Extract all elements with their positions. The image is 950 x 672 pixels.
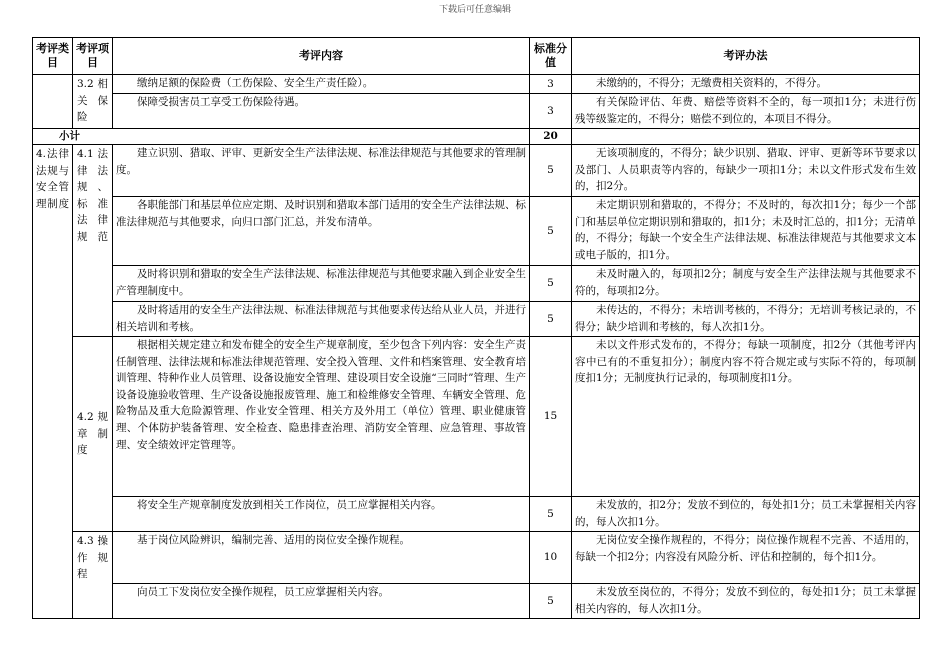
table-row	[33, 584, 920, 619]
table-row	[33, 75, 920, 94]
content-cell: 将安全生产规章制度发放到相关工作岗位，员工应掌握相关内容。	[113, 497, 530, 532]
content-cell: 建立识别、猎取、评审、更新安全生产法律法规、标准法律规范与其他要求的管理制度。	[113, 145, 530, 197]
score-cell: 10	[530, 532, 572, 584]
table-row	[33, 497, 920, 532]
method-cell: 无该项制度的，不得分；缺少识别、猎取、评审、更新等环节要求以及部门、人员职责等内容的，每缺少一项扣1分；未以文件形式发布生效的，扣2分。	[572, 145, 920, 197]
method-cell: 未以文件形式发布的，不得分；每缺一项制度，扣2分（其他考评内容中已有的不重复扣分）；制度内容不符合规定或与实际不符的，每项制度扣1分；无制度执行记录的，每项制度扣1分。	[572, 337, 920, 497]
subtotal-row	[33, 129, 920, 145]
subtotal-label: 小计	[33, 129, 530, 145]
item-cell: 4.1法律法规、标准法律规范	[73, 145, 113, 337]
header-method: 考评办法	[572, 38, 920, 75]
score-cell: 5	[530, 197, 572, 266]
category-cell: 4.法律法规与安全管理制度	[33, 145, 73, 619]
content-cell: 保障受损害员工享受工伤保险待遇。	[113, 94, 530, 129]
content-cell: 根据相关规定建立和发布健全的安全生产规章制度，至少包含下列内容：安全生产责任制管理、法律法规和标准法律规范管理、安全投入管理、文件和档案管理、安全教育培训管理、特种作业人员管理、设备设施安全管理、建设项目安全设施“三同时”管理、生产设备设施验收管理、生产设备设施报废管理、施工和检维修安全管理、车辆安全管理、危险物品及重大危险源管理、作业安全管理、相关方及外用工（单位）管理、职业健康管理、个体防护装备管理、安全检查、隐患排查治理、消防安全管理、应急管理、事故管理、安全绩效评定管理等。	[113, 337, 530, 497]
content-cell: 基于岗位风险辨识，编制完善、适用的岗位安全操作规程。	[113, 532, 530, 584]
table-header-row	[33, 38, 920, 75]
score-cell: 5	[530, 584, 572, 619]
score-cell: 3	[530, 75, 572, 94]
item-cell: 3.2 相关保险	[73, 75, 113, 129]
item-cell: 4.2规章制度	[73, 337, 113, 532]
content-cell: 向员工下发岗位安全操作规程，员工应掌握相关内容。	[113, 584, 530, 619]
method-cell: 未传达的，不得分；未培训考核的，不得分；无培训考核记录的，不得分；缺少培训和考核的，每人次扣1分。	[572, 302, 920, 337]
score-cell: 5	[530, 497, 572, 532]
table-row	[33, 197, 920, 266]
subtotal-score: 20	[530, 129, 572, 145]
method-cell: 未及时融入的，每项扣2分；制度与安全生产法律法规与其他要求不符的，每项扣2分。	[572, 266, 920, 302]
table-row	[33, 145, 920, 197]
method-cell: 有关保险评估、年费、赔偿等资料不全的，每一项扣1分；未进行伤残等级鉴定的，不得分；赔偿不到位的，本项目不得分。	[572, 94, 920, 129]
table-row	[33, 337, 920, 497]
table-row	[33, 94, 920, 129]
method-cell: 无岗位安全操作规程的，不得分；岗位操作规程不完善、不适用的，每缺一个扣2分；内容没有风险分析、评估和控制的，每个扣1分。	[572, 532, 920, 584]
method-cell: 未发放至岗位的，不得分；发放不到位的，每处扣1分；员工未掌握相关内容的，每人次扣1分。	[572, 584, 920, 619]
content-cell: 各职能部门和基层单位应定期、及时识别和猎取本部门适用的安全生产法律法规、标准法律规范与其他要求，向归口部门汇总，并发布清单。	[113, 197, 530, 266]
content-cell: 及时将识别和猎取的安全生产法律法规、标准法律规范与其他要求融入到企业安全生产管理制度中。	[113, 266, 530, 302]
method-cell: 未缴纳的，不得分；无缴费相关资料的，不得分。	[572, 75, 920, 94]
method-cell: 未发放的，扣2分；发放不到位的，每处扣1分；员工未掌握相关内容的，每人次扣1分。	[572, 497, 920, 532]
table-row	[33, 532, 920, 584]
content-cell: 及时将适用的安全生产法律法规、标准法律规范与其他要求传达给从业人员，并进行相关培训和考核。	[113, 302, 530, 337]
method-cell: 未定期识别和猎取的，不得分；不及时的，每次扣1分；每少一个部门和基层单位定期识别和猎取的，扣1分；未及时汇总的，扣1分；无清单的，不得分；每缺一个安全生产法律法规、标准法律规范与其他要求文本或电子版的，扣1分。	[572, 197, 920, 266]
score-cell: 3	[530, 94, 572, 129]
content-cell: 缴纳足额的保险费（工伤保险、安全生产责任险）。	[113, 75, 530, 94]
item-cell: 4.3操作规程	[73, 532, 113, 619]
header-category: 考评类目	[33, 38, 73, 75]
score-cell: 5	[530, 302, 572, 337]
score-cell: 15	[530, 337, 572, 497]
evaluation-table	[32, 37, 920, 619]
header-item: 考评项目	[73, 38, 113, 75]
table-row	[33, 302, 920, 337]
table-row	[33, 266, 920, 302]
score-cell: 5	[530, 145, 572, 197]
top-note: 下载后可任意编辑	[438, 5, 511, 15]
score-cell: 5	[530, 266, 572, 302]
category-cell-empty	[33, 75, 73, 129]
subtotal-method-empty	[572, 129, 920, 145]
header-score: 标准分值	[530, 38, 572, 75]
header-content: 考评内容	[113, 38, 530, 75]
